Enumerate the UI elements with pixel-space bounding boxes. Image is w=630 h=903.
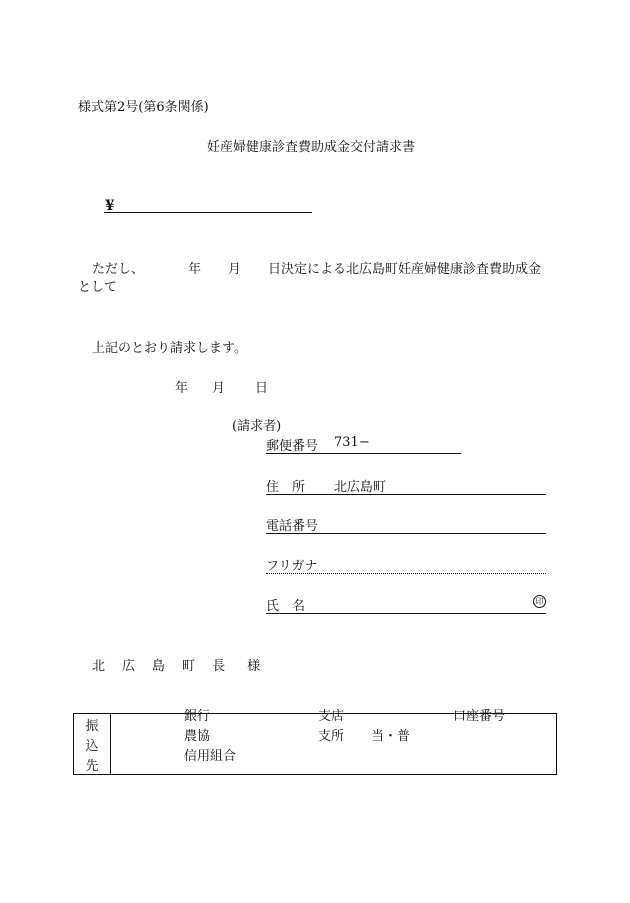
account-number-label: 口座番号 [453,709,506,724]
purpose-prefix: ただし、 [92,262,145,277]
bank-row-3[interactable] [111,749,557,775]
furigana-label: フリガナ [266,559,318,574]
address-field[interactable] [266,476,546,495]
date-year-label: 年 [175,381,189,396]
addressee-char: 町 [182,659,196,674]
addressee-char: 広 [122,659,136,674]
bank-type-bank: 銀行 [184,709,211,724]
postal-code-field[interactable] [266,435,461,454]
addressee-char: 様 [247,659,261,674]
phone-label: 電話番号 [266,519,319,534]
date-month-label: 月 [212,381,226,396]
postal-code-value: 731− [334,435,370,450]
bank-type-credit: 信用組合 [184,749,237,764]
addressee [92,655,277,674]
requester-heading: (請求者) [232,419,282,434]
bank-transfer-table [73,709,557,775]
form-number: 様式第2号(第6条関係) [78,100,209,115]
purpose-suffix: 日決定による北広島町妊産婦健康診査費助成金 [268,262,542,277]
addressee-char: 長 [212,659,226,674]
addressee-char: 北 [92,659,106,674]
seal-icon: 印 [533,595,546,608]
name-field[interactable] [266,595,546,614]
bank-side-label: 振 [74,714,111,735]
amount-field[interactable] [104,212,312,213]
purpose-line [92,258,541,277]
name-label: 氏 名 [266,599,306,614]
yen-symbol: ¥ [105,198,115,214]
address-value: 北広島町 [334,480,387,495]
date-day-label: 日 [255,381,269,396]
account-type: 当・普 [371,729,411,744]
phone-field[interactable] [266,515,546,534]
bank-side-label: 込 [74,734,111,754]
request-statement: 上記のとおり請求します。 [92,341,247,356]
branch-type-branch: 支店 [318,709,345,724]
bank-side-label: 先 [74,754,111,775]
bank-type-agri: 農協 [184,729,211,744]
postal-code-label: 郵便番号 [266,439,319,454]
branch-type-office: 支所 [318,729,345,744]
addressee-char: 島 [152,659,166,674]
bank-row-2[interactable] [111,729,557,754]
request-date [175,377,268,396]
purpose-line-2: として [78,280,118,295]
document-title: 妊産婦健康診査費助成金交付請求書 [207,140,416,155]
purpose-year-label: 年 [188,262,202,277]
furigana-field[interactable] [266,555,546,574]
address-label: 住 所 [266,480,306,495]
purpose-month-label: 月 [228,262,242,277]
